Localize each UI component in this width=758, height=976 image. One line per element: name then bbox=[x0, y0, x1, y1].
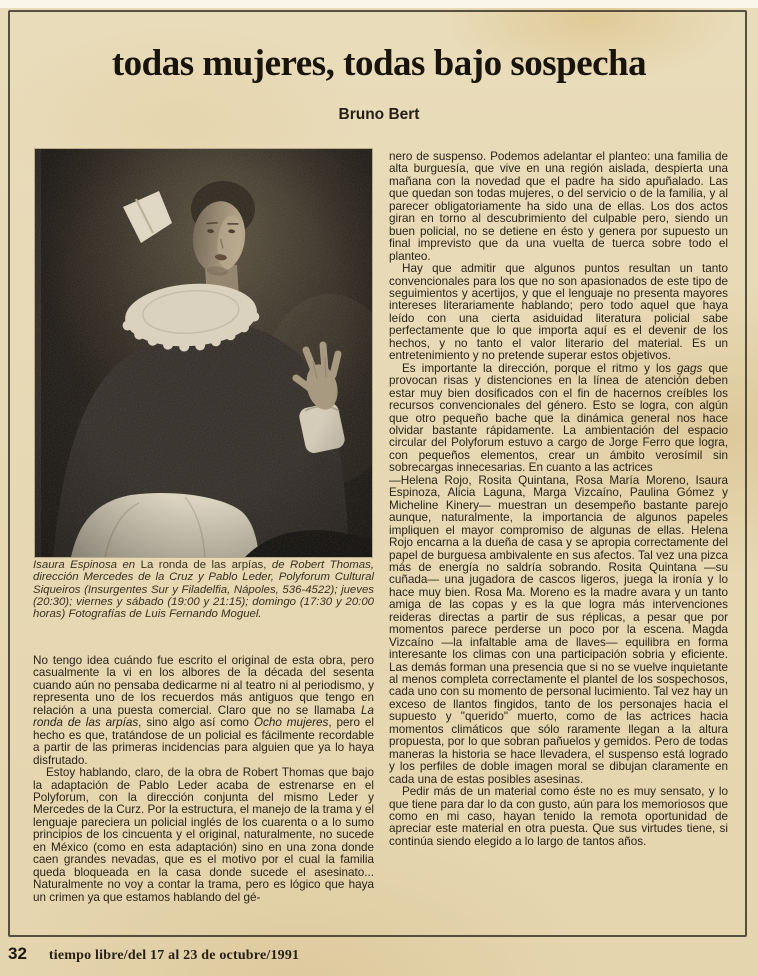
body-text: que provocan risas y distenciones en la línea de atención deben estar muy bien dosificados con el fin de hacernos creíbles los recursos convencionales del género. Esto se logra, con algún que otro pequeño bache que la dinámica general nos hace olvidar bastante rápidamente. La ambientación del espacio circular del Polyforum estuvo a cargo de Jorge Ferro que logra, con pequeños elementos, crear un ámbito verosímil sin sobrecargas innecesarias. En cuanto a las actrices bbox=[389, 361, 728, 475]
caption-part: de Robert Thomas, dirección Mercedes de la Cruz y Pablo Leder, Polyforum Cultural Siqueiros (Insurgentes Sur y Filadelfia, Nápoles, 536-4522); jueves (20:30); viernes y sábado (19:00 y 21:15); domingo (17:30 y 20:00 horas) Fotografías de Luis Fernando Moguel. bbox=[33, 559, 374, 621]
play-title-italic: La ronda de las arpías bbox=[33, 703, 374, 730]
paragraph bbox=[389, 363, 728, 475]
paragraph: Pedir más de un material como éste no es muy sensato, y lo que tiene para dar lo da con gusto, aún para los memoriosos que como en mi caso, hayan tenido la remota oportunidad de apreciar este material en otra puesta. Que sus virtudes tiene, si continúa siendo elegido a lo largo de tantos años. bbox=[389, 785, 728, 848]
paragraph bbox=[33, 655, 374, 767]
play-title-italic: Ocho mujeres bbox=[253, 716, 329, 730]
article-photo bbox=[35, 149, 372, 557]
caption-part: Isaura Espinosa en bbox=[33, 559, 141, 571]
caption-play-title: La ronda de las arpías, bbox=[140, 559, 267, 571]
body-text: , pero el hecho es que, tratándose de un policial es fácilmente recordable a partir de las primeras incidencias para alguien que ya lo haya disfrutado. bbox=[33, 716, 374, 767]
body-text: Es importante la dirección, porque el ritmo y los bbox=[402, 361, 678, 375]
page-footer bbox=[8, 944, 748, 964]
body-text: No tengo idea cuándo fue escrito el original de esta obra, pero casualmente la vi en los albores de la década del sesenta cuando aún no pensaba dedicarme ni al teatro ni al periodismo, y representa uno de los recuerdos más antiguos que tengo en relación a una puesta comercial. Claro que no se llamaba bbox=[33, 654, 374, 717]
right-column bbox=[389, 151, 728, 848]
gags-italic: gags bbox=[677, 361, 703, 375]
article-author: Bruno Bert bbox=[338, 106, 420, 123]
paragraph: Hay que admitir que algunos puntos resultan un tanto convencionales para los que no son apasionados de este tipo de seguimientos y acertijos, y que el lenguaje no presenta mayores intereses literariamente hablando; pero todo aquel que haya leído con una cierta asiduidad literatura policial sabe perfectamente que lo que importa aquí es el devenir de los hechos, y no tanto el valor literario del material. Es un entretenimiento y no pretende superar estos objetivos. bbox=[389, 262, 728, 363]
photo-grain bbox=[35, 149, 372, 557]
left-column bbox=[33, 655, 374, 904]
body-text: , sino algo así como bbox=[138, 716, 254, 730]
stage-photo-illustration bbox=[35, 149, 372, 557]
paragraph: nero de suspenso. Podemos adelantar el planteo: una familia de alta burguesía, que vive en una región aislada, despierta una mañana con la novedad que el padre ha sido apuñalado. Las que quedan son todas mujeres, o del servicio o de la familia, y al parecer obligatoriamente ha sido una de ellas. Los dos actos giran en torno al descubrimiento del culpable pero, siendo un buen policial, no se detiene en ésto y genera por supuesto un final imprevisto que da una vuelta de tuerca sobre todo el planteo. bbox=[389, 150, 728, 263]
paragraph: —Helena Rojo, Rosita Quintana, Rosa María Moreno, Isaura Espinoza, Alicia Laguna, Marga Vizcaíno, Paulina Gómez y Micheline Kinery— muestran un desempeño bastante parejo aunque, naturalmente, la importancia de algunos papeles impliquen el mayor compromiso de algunas de ellas. Helena Rojo encarna a la dueña de casa y se apropia correctamente del papel de burguesa ambivalente en sus afectos. Tal vez una pizca más de energía no saldría sobrando. Rosita Quintana —su cuñada— una jugadora de cascos ligeros, juega la ironía y lo hace muy bien. Rosa Ma. Moreno es la madre avara y un tanto amiga de las copas y es la que logra más intervenciones reideras directas a partir de sus réplicas, a pesar que por momentos parece perderse un poco por la escena. Magda Vizcaíno —la infaltable ama de llaves— equilibra en forma interesante los climas con una participación sobria y eficiente. Las demás forman una presencia que si no se vuelve inquietante al menos completa correctamente el plantel de los sospechosos, cada uno con su momento de personal lucimiento. Tal vez hay un exceso de llantos fingidos, tanto de los personajes hacia el supuesto y "querido" muerto, como de las actrices hacia momentos climáticos que sólo raramente llegan a la altura propuesta, por lo que sobran pañuelos y gemidos. Pero de todas maneras la historia se hace llevadera, el suspenso está logrado y los perfiles de doble imagen moral se dibujan claramente en cada una de estas posibles asesinas. bbox=[389, 473, 728, 786]
article-title: todas mujeres, todas bajo sospecha bbox=[111, 43, 647, 84]
scan-top-edge bbox=[0, 0, 758, 8]
photo-caption bbox=[33, 559, 374, 620]
issue-line: tiempo libre/del 17 al 23 de octubre/1991 bbox=[48, 948, 300, 963]
paragraph: Estoy hablando, claro, de la obra de Robert Thomas que bajo la adaptación de Pablo Leder acaba de estrenarse en el Polyforum, con la dirección conjunta del mismo Leder y Mercedes de la Curz. Por la estructura, el manejo de la trama y el lenguaje pareciera un policial inglés de los cuarenta o a lo sumo principios de los cincuenta y el original, naturalmente, no sucede en México (como en esta adaptación) sino en una zona donde caen grandes nevadas, que es el motivo por el cual la familia queda bloqueada en la casa donde sucede el asesinato... Naturalmente no voy a contar la trama, pero es lógico que haya un crimen ya que estamos hablando del gé- bbox=[33, 766, 374, 904]
page-number: 32 bbox=[8, 944, 27, 963]
